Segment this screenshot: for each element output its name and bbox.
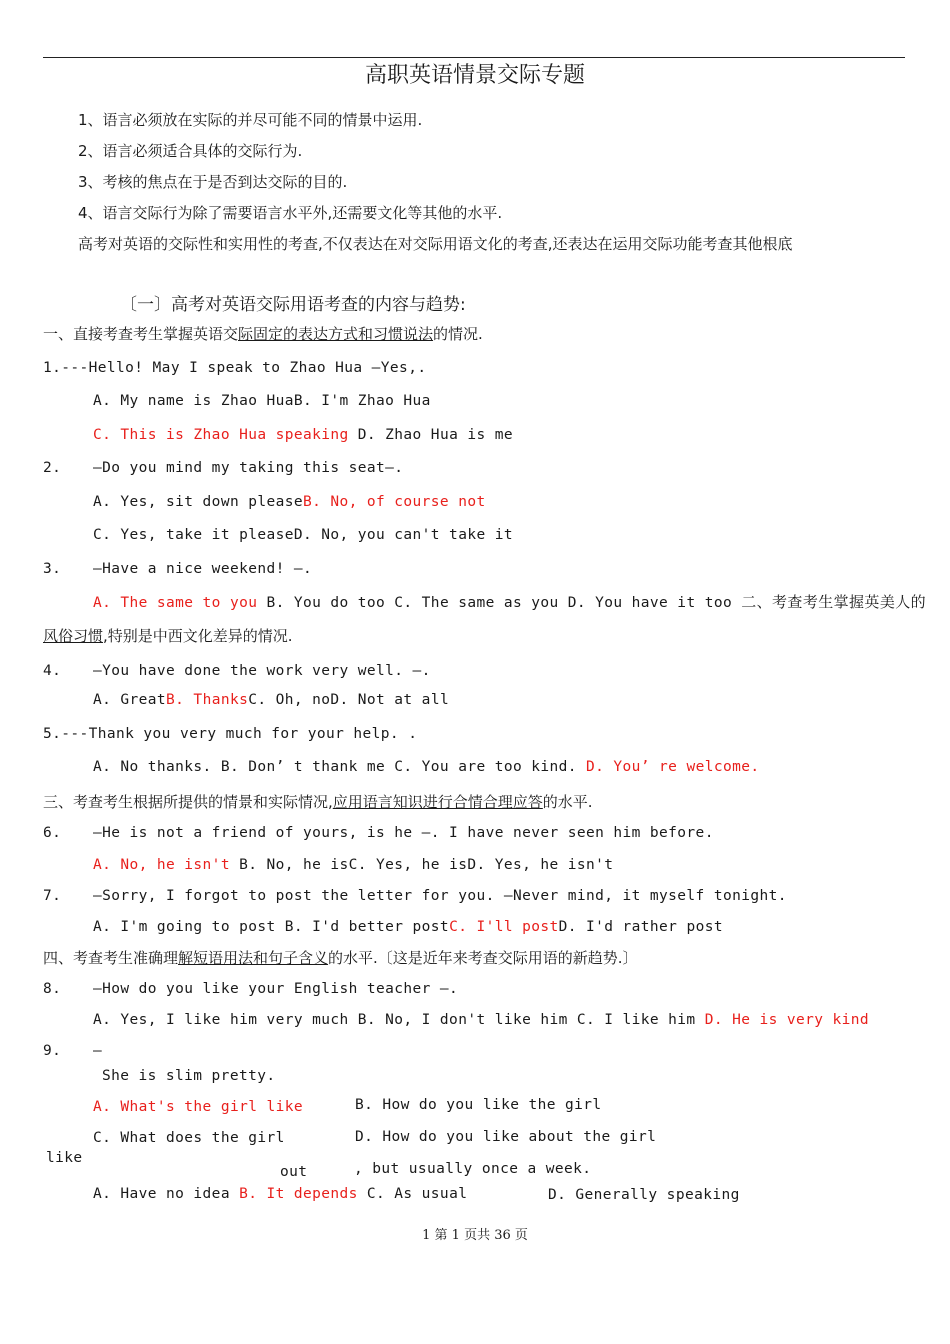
part2-heading [43, 626, 293, 646]
part3-underlined: 应用语言知识进行合情合理应答 [332, 793, 543, 811]
q4-answer-b: B. Thanks [166, 692, 249, 708]
q3-options-rest: B. You do too C. The same as you D. You have it too [257, 595, 742, 611]
q1-answer-c: C. This is Zhao Hua speaking [93, 427, 349, 443]
q9-option-b: B. How do you like the girl [355, 1097, 602, 1113]
q6-options-rest: B. No, he isC. Yes, he isD. Yes, he isn't [229, 857, 614, 873]
q3-number: 3. [43, 561, 62, 577]
q4-stem: —You have done the work very well. —. [93, 663, 431, 679]
part4-post: 的水平.〔这是近年来考查交际用语的新趋势.〕 [328, 949, 638, 967]
q9-answer-a: A. What's the girl like [93, 1099, 303, 1115]
q8-options [93, 1010, 869, 1030]
q7-answer-c: C. I'll post [449, 919, 559, 935]
q5-answer-d: D. You’ re welcome. [586, 759, 760, 775]
intro-point-2: 2、语言必须适合具体的交际行为. [78, 142, 303, 160]
q8-answer-d: D. He is very kind [704, 1012, 870, 1028]
q4-options-cd: C. Oh, noD. Not at all [248, 692, 450, 708]
q10-stem: , but usually once a week. [354, 1161, 592, 1177]
part3-post: 的水平. [542, 793, 593, 811]
q10-answer-b: B. It depends [239, 1186, 358, 1202]
q9-response: She is slim pretty. [102, 1068, 276, 1084]
q3-options [93, 592, 926, 613]
part1-underlined: 际固定的表达方式和习惯说法 [238, 325, 434, 343]
part4-heading [43, 948, 638, 968]
q6-number: 6. [43, 825, 62, 841]
q3-answer-a: A. The same to you [93, 595, 258, 611]
q10-option-c: C. As usual [357, 1186, 468, 1202]
intro-point-1: 1、语言必须放在实际的并尽可能不同的情景中运用. [78, 111, 423, 129]
q2-options-cd: C. Yes, take it pleaseD. No, you can't take it [93, 527, 513, 543]
q8-number: 8. [43, 981, 62, 997]
q1-option-d: D. Zhao Hua is me [348, 427, 513, 443]
q9-number: 9. [43, 1043, 62, 1059]
q1-options-cd [93, 425, 513, 445]
q8-options-abc: A. Yes, I like him very much B. No, I don't like him C. I like him [93, 1012, 705, 1028]
part2-underlined: 风俗习惯 [43, 627, 104, 645]
q6-options [93, 855, 613, 875]
q6-stem: —He is not a friend of yours, is he —. I have never seen him before. [93, 825, 714, 841]
intro-point-4: 4、语言交际行为除了需要语言水平外,还需要文化等其他的水平. [78, 204, 503, 222]
q4-options [93, 690, 449, 710]
part2-pre: 二、考查考生掌握英美人的 [741, 593, 927, 611]
part1-post: 的情况. [433, 325, 483, 343]
q9-dash: — [93, 1043, 103, 1059]
q4-option-a: A. Great [93, 692, 167, 708]
q4-number: 4. [43, 663, 62, 679]
q3-stem: —Have a nice weekend! —. [93, 561, 313, 577]
q1-options-ab: A. My name is Zhao HuaB. I'm Zhao Hua [93, 393, 431, 409]
q1-stem: 1.---Hello! May I speak to Zhao Hua —Yes,. [43, 360, 427, 376]
q5-stem: 5.---Thank you very much for your help. . [43, 726, 418, 742]
q2-option-a: A. Yes, sit down please [93, 494, 303, 510]
q7-stem: —Sorry, I forgot to post the letter for you. —Never mind, it myself tonight. [93, 888, 787, 904]
q5-options [93, 757, 759, 777]
q5-options-abc: A. No thanks. B. Don’ t thank me C. You are too kind. [93, 759, 587, 775]
q10-options-abc [93, 1184, 467, 1204]
part4-pre: 四、考查考生准确理 [43, 949, 179, 967]
intro-point-3: 3、考核的焦点在于是否到达交际的目的. [78, 173, 348, 191]
part3-heading [43, 792, 593, 812]
q6-answer-a: A. No, he isn't [93, 857, 230, 873]
q7-option-d: D. I'd rather post [558, 919, 723, 935]
top-rule [43, 57, 905, 58]
part3-pre: 三、考查考生根据所提供的情景和实际情况, [43, 793, 333, 811]
q10-option-d: D. Generally speaking [548, 1187, 740, 1203]
section-heading: 〔一〕高考对英语交际用语考查的内容与趋势: [120, 295, 466, 315]
part4-underlined: 解短语用法和句子含义 [178, 949, 329, 967]
q7-options-ab: A. I'm going to post B. I'd better post [93, 919, 450, 935]
q9-option-c: C. What does the girl [93, 1130, 285, 1146]
part1-heading [43, 324, 483, 344]
part2-post: ,特别是中西文化差异的情况. [103, 627, 293, 645]
q10-option-a: A. Have no idea [93, 1186, 240, 1202]
q9-option-c-cont: like [46, 1150, 83, 1166]
q7-options [93, 917, 723, 937]
q2-number: 2. [43, 460, 62, 476]
part1-pre: 一、直接考查考生掌握英语交 [43, 325, 239, 343]
intro-summary: 高考对英语的交际性和实用性的考查,不仅表达在对交际用语文化的考查,还表达在运用交际功能考查其他根底 [78, 235, 793, 253]
q2-stem: —Do you mind my taking this seat—. [93, 460, 404, 476]
q10-out: out [280, 1164, 308, 1180]
q2-answer-b: B. No, of course not [302, 494, 486, 510]
page-footer: 1 第 1 页共 36 页 [422, 1228, 528, 1243]
q8-stem: —How do you like your English teacher —. [93, 981, 459, 997]
q7-number: 7. [43, 888, 62, 904]
page-title: 高职英语情景交际专题 [364, 63, 585, 88]
q9-option-d: D. How do you like about the girl [355, 1129, 657, 1145]
q2-options-ab [93, 492, 486, 512]
